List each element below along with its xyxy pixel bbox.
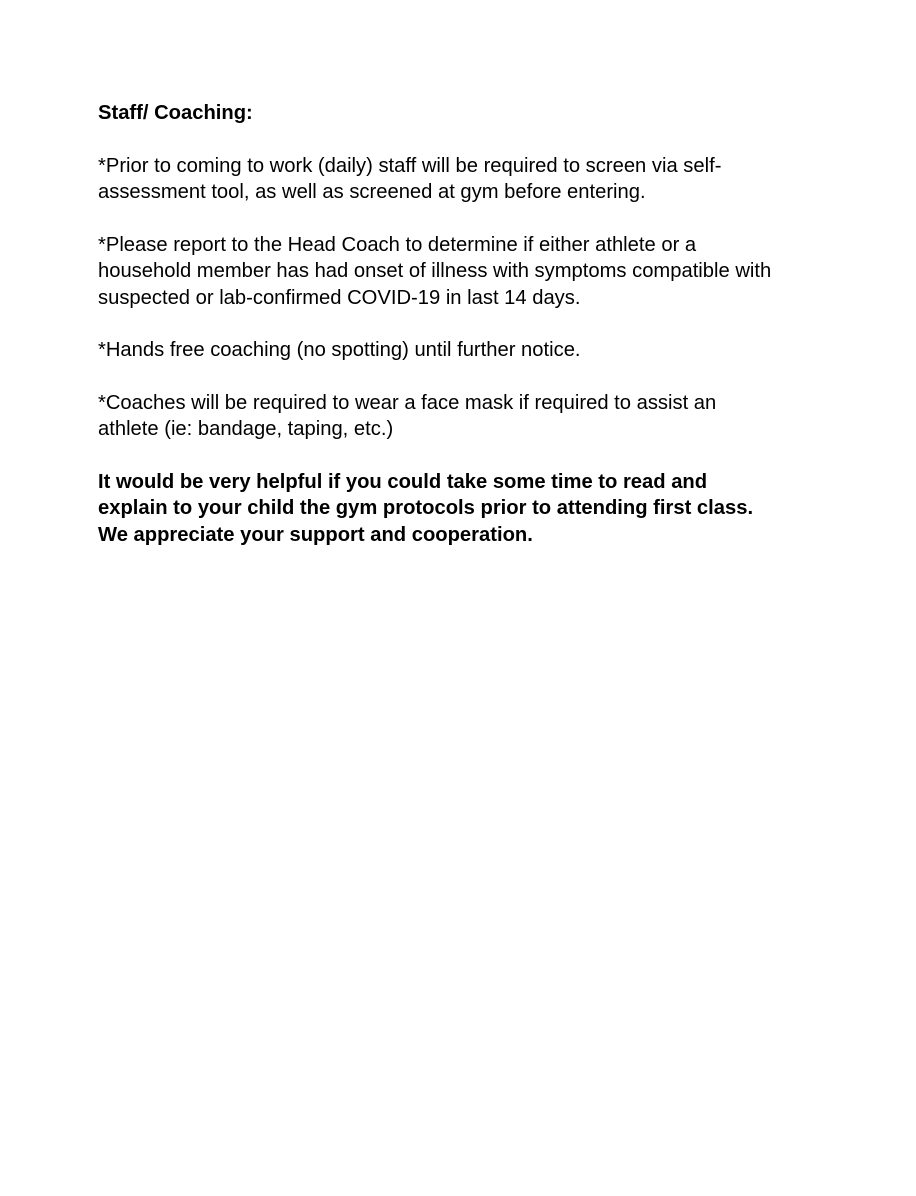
closing-line: explain to your child the gym protocols prior to attending first class. <box>98 497 754 519</box>
paragraph-line: household member has had onset of illness with symptoms compatible with <box>98 260 772 282</box>
paragraph-screening <box>98 153 828 206</box>
closing-note <box>98 469 828 549</box>
paragraph-line: suspected or lab-confirmed COVID-19 in last 14 days. <box>98 286 581 309</box>
paragraph-report-head-coach <box>98 232 828 312</box>
paragraph-line: athlete (ie: bandage, taping, etc.) <box>98 418 394 440</box>
paragraph-line: *Hands free coaching (no spotting) until further notice. <box>98 339 581 361</box>
paragraph-face-mask <box>98 390 828 443</box>
paragraph-line: *Coaches will be required to wear a face mask if required to assist an <box>98 391 717 414</box>
section-heading: Staff/ Coaching: <box>98 102 253 124</box>
paragraph-hands-free <box>98 337 828 364</box>
closing-line: It would be very helpful if you could take some time to read and <box>98 470 708 493</box>
closing-line: We appreciate your support and cooperation. <box>98 523 533 546</box>
paragraph-line: assessment tool, as well as screened at gym before entering. <box>98 181 646 203</box>
paragraph-line: *Please report to the Head Coach to determine if either athlete or a <box>98 233 697 256</box>
document-page <box>98 100 828 548</box>
paragraph-line: *Prior to coming to work (daily) staff will be required to screen via self- <box>98 154 722 177</box>
